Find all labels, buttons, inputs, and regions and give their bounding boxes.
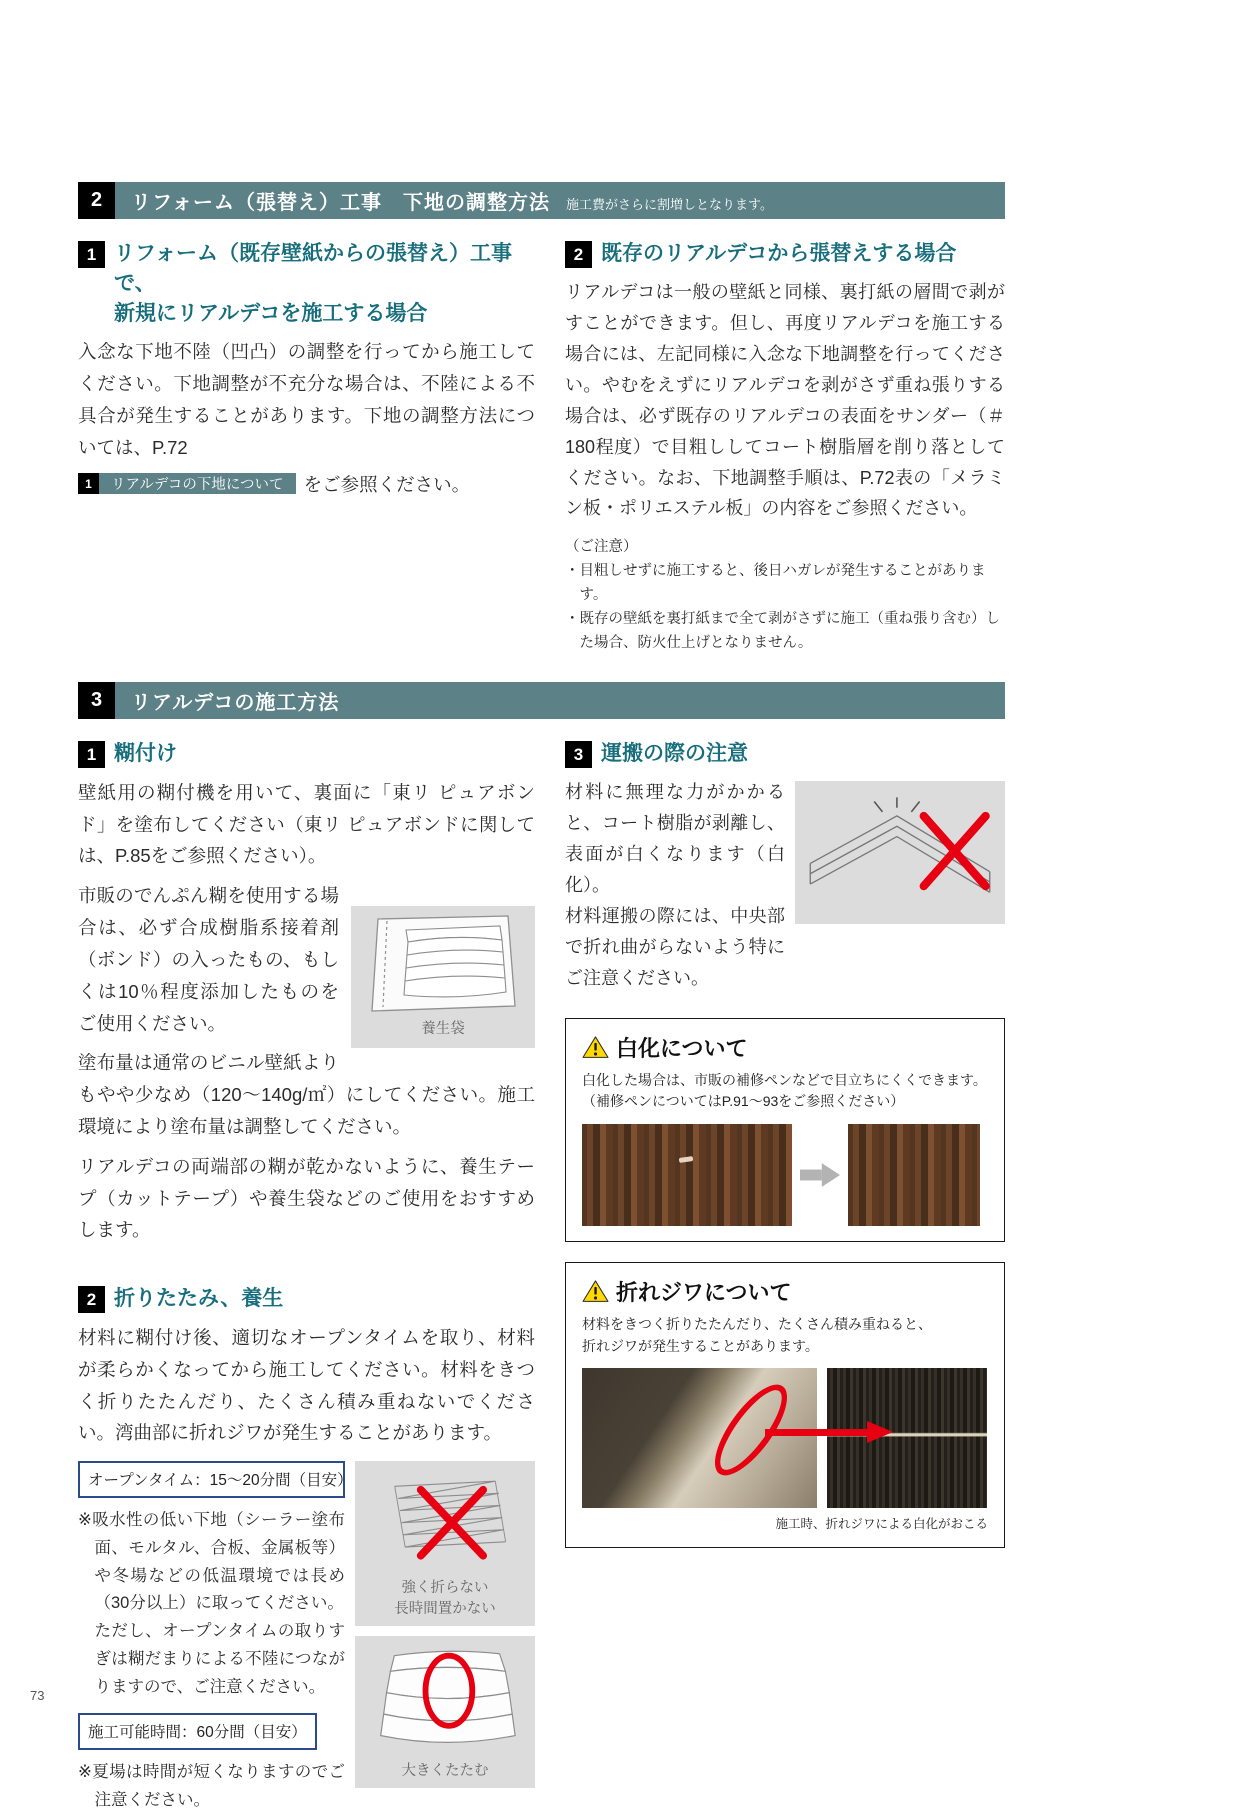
carry-flow: [565, 777, 1005, 994]
glue-number: 1: [78, 741, 105, 768]
reform-existing-column: [565, 239, 1005, 656]
page-number: 73: [30, 1688, 45, 1703]
section3-number: 3: [78, 682, 115, 719]
arrow-right-icon: [765, 1421, 893, 1443]
whitening-box-heading: [582, 1032, 988, 1063]
glue-paragraph-2: 市販のでんぷん糊を使用する場合は、必ず合成樹脂系接着剤（ボンド）の入ったもの、もしくは10％程度添加したものをご使用ください。: [78, 885, 339, 1034]
protective-bag-caption: 養生袋: [421, 1021, 465, 1038]
caution-title: （ご注意）: [565, 539, 638, 556]
warning-icon: [582, 1035, 609, 1059]
crease-box-body: 材料をきつく折りたたんだり、たくさん積み重ねると、 折れジワが発生することがあります。: [582, 1315, 932, 1354]
tight-fold-prohibited-illustration: [365, 1469, 525, 1573]
section3-columns: [78, 739, 1005, 1815]
summer-note: ※夏場は時間が短くなりますのでご注意ください。: [78, 1763, 345, 1810]
folded-sheet-in-bag-illustration: [363, 914, 523, 1014]
crease-photos: [582, 1368, 988, 1508]
protective-bag-figure: [351, 906, 535, 1048]
glue-paragraph-4: リアルデコの両端部の糊が乾かないように、養生テープ（カットテープ）や養生袋などのご使用をおすすめします。: [78, 1155, 535, 1241]
folding-detail-row: [78, 1461, 535, 1814]
glue-paragraph-1: 壁紙用の糊付機を用いて、裏面に「東リ ピュアボンド」を塗布してください（東リ ピュアボンドに関しては、P.85をご参照ください）。: [78, 781, 535, 867]
reform-new-body: 入念な下地不陸（凹凸）の調整を行ってから施工してください。下地調整が不充分な場合は、不陸による不具合が発生することがあります。下地の調整方法については、P.72: [78, 341, 535, 458]
whitening-warning-box: [565, 1018, 1005, 1242]
installation-right-column: [565, 739, 1005, 1815]
work-time-box: 施工可能時間：60分間（目安）: [78, 1713, 317, 1750]
section2-band: [78, 182, 1005, 219]
open-time-note-1: ※吸水性の低い下地（シーラー塗布面、モルタル、合板、金属板等）や冬場などの低温環境では長め（30分以上）に取ってください。: [78, 1511, 345, 1613]
arrow-right-icon: [800, 1160, 840, 1190]
carry-paragraph-2: 材料運搬の際には、中央部で折れ曲がらないよう特にご注意ください。: [565, 905, 785, 988]
open-time-box: オープンタイム：15〜20分間（目安）: [78, 1461, 345, 1498]
folding-notes-column: [78, 1461, 353, 1814]
crease-warning-box: [565, 1262, 1005, 1548]
folding-title: 折りたたみ、養生: [114, 1287, 284, 1311]
reference-badge-label: リアルデコの下地について: [99, 473, 296, 494]
loose-fold-caption: 大きくたたむ: [401, 1763, 489, 1780]
carry-paragraph-1: 材料に無理な力がかかると、コート樹脂が剥離し、表面が白くなります（白化）。: [565, 781, 785, 895]
folding-body: 材料に糊付け後、適切なオープンタイムを取り、材料が柔らかくなってから施工してください。材料をきつく折りたたんだり、たくさん積み重ねないでください。湾曲部に折れジワが発生することがあります。: [78, 1327, 535, 1444]
prohibition-x-icon: [924, 816, 986, 886]
reform-new-title-line2: 新規にリアルデコを施工する場合: [114, 301, 428, 325]
reform-new-title-line1: リフォーム（既存壁紙からの張替え）工事で、: [114, 242, 512, 295]
fold-loosely-figure: [355, 1636, 535, 1788]
reform-new-title: [114, 239, 535, 328]
section2-title: リフォーム（張替え）工事 下地の調整方法: [131, 192, 550, 214]
reference-tail-text: をご参照ください。: [303, 473, 471, 495]
reform-new-column: [78, 239, 535, 656]
crease-photo-caption: 施工時、折れジワによる白化がおこる: [775, 1517, 988, 1532]
open-time-note-2: ただし、オープンタイムの取りすぎは糊だまりによる不陸につながりますので、ご注意ください。: [94, 1622, 345, 1696]
glue-paragraph-3: 塗布量は通常のビニル壁紙よりもやや少なめ（120〜140g/㎡）にしてください。施工環境により塗布量は調整してください。: [78, 1052, 535, 1137]
glue-flow: [78, 777, 535, 1246]
page-content: [78, 182, 1005, 1815]
reform-existing-heading: [565, 239, 1005, 269]
glue-title: 糊付け: [114, 742, 177, 766]
section2-number: 2: [78, 182, 115, 219]
reform-existing-number: 2: [565, 241, 592, 268]
section3-band: [78, 682, 1005, 719]
caution-note-2: ・既存の壁紙を裏打紙まで全て剥がさずに施工（重ね張り含む）した場合、防火仕上げとなりません。: [565, 611, 1000, 652]
reform-existing-body: リアルデコは一般の壁紙と同様、裏打紙の層間で剥がすことができます。但し、再度リアルデコを施工する場合には、左記同様に入念な下地調整を行ってください。やむをえずにリアルデコを剥がさず重ね張りする場合は、必ず既存のリアルデコの表面をサンダー（＃180程度）で目粗ししてコート樹脂層を削り落としてください。なお、下地調整手順は、P.72表の「メラミン板・ポリエステル板」の内容をご参照ください。: [565, 281, 1005, 519]
crease-box-heading: [582, 1276, 988, 1307]
carry-number: 3: [565, 741, 592, 768]
crease-box-title: 折れジワについて: [616, 1279, 792, 1305]
folding-heading: [78, 1284, 535, 1314]
carry-title: 運搬の際の注意: [601, 742, 748, 766]
glue-heading: [78, 739, 535, 769]
do-not-fold-tight-figure: [355, 1461, 535, 1626]
reform-existing-title: 既存のリアルデコから張替えする場合: [601, 242, 957, 265]
carry-heading: [565, 739, 1005, 769]
section2-subnote: 施工費がさらに割増しとなります。: [566, 196, 773, 212]
wood-sample-after: [848, 1124, 980, 1226]
folding-figures-column: [355, 1461, 535, 1814]
reform-new-number: 1: [78, 241, 105, 268]
loose-fold-ok-illustration: [365, 1644, 525, 1756]
reference-badge-number: 1: [78, 473, 99, 494]
reform-new-heading: [78, 239, 535, 328]
whitening-box-body: 白化した場合は、市販の補修ペンなどで目立ちにくくできます。 （補修ペンについてはP.91〜93をご参照ください）: [582, 1071, 987, 1110]
folding-number: 2: [78, 1286, 105, 1313]
bent-stack-prohibited-illustration: [802, 789, 998, 911]
wood-sample-before: [582, 1124, 792, 1226]
whitening-before-after: [582, 1124, 988, 1226]
section2-columns: [78, 239, 1005, 656]
whitening-box-title: 白化について: [616, 1035, 748, 1061]
whitening-spot: [678, 1156, 693, 1163]
section3-title: リアルデコの施工方法: [131, 692, 340, 715]
caution-notes: [565, 536, 1005, 656]
tight-fold-caption: 強く折らない 長時間置かない: [394, 1580, 496, 1618]
caution-note-1: ・目粗しせずに施工すると、後日ハガレが発生することがあります。: [565, 563, 986, 604]
carry-warning-figure: [795, 781, 1005, 924]
reference-badge-line: [78, 471, 535, 497]
installation-left-column: [78, 739, 535, 1815]
warning-icon: [582, 1279, 609, 1303]
